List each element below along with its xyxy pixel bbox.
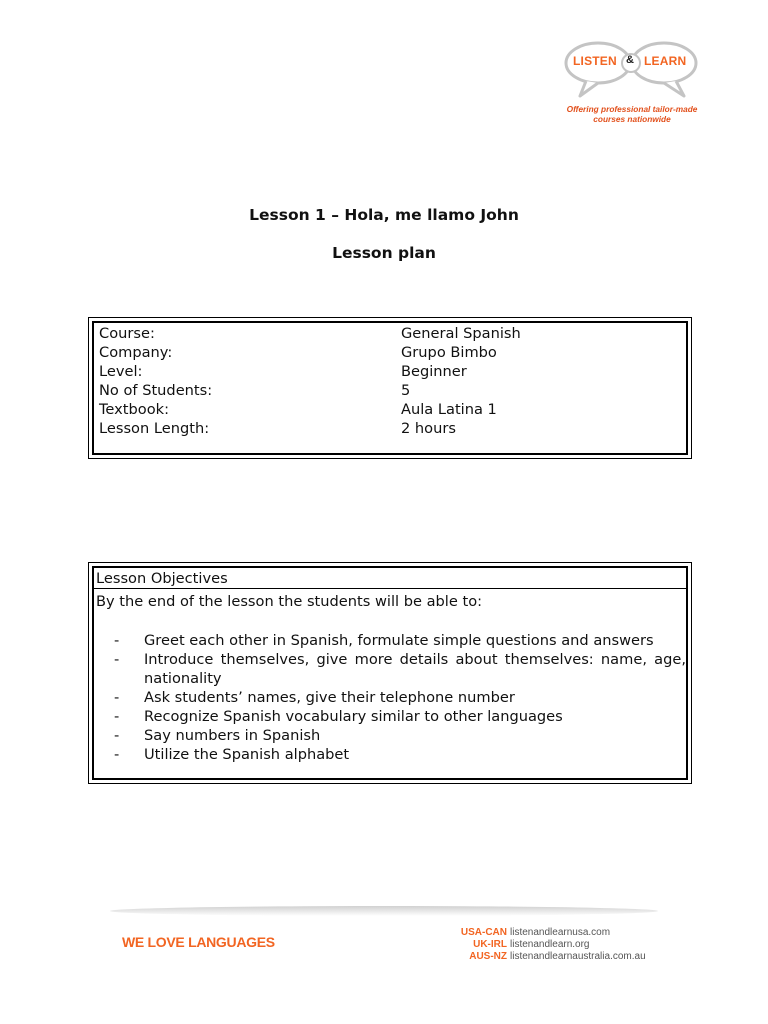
lesson-objectives-table xyxy=(88,562,692,784)
info-value: Aula Latina 1 xyxy=(401,401,497,418)
speech-bubbles-icon xyxy=(564,40,700,102)
objective-text: Recognize Spanish vocabulary similar to other languages xyxy=(144,708,563,725)
objectives-list xyxy=(114,631,686,764)
objective-item xyxy=(114,631,686,650)
site-region: AUS-NZ xyxy=(469,951,507,962)
course-info-table xyxy=(88,317,692,459)
logo-learn-text: LEARN xyxy=(644,54,687,68)
site-row-uk xyxy=(460,939,680,951)
objectives-header: Lesson Objectives xyxy=(94,568,686,589)
course-info-frame xyxy=(92,321,688,455)
objective-item xyxy=(114,707,686,726)
site-url[interactable]: listenandlearnaustralia.com.au xyxy=(510,951,646,962)
bullet-dash: - xyxy=(114,727,120,744)
lesson-title: Lesson 1 – Hola, me llamo John xyxy=(249,206,519,224)
info-label: No of Students: xyxy=(99,382,213,399)
lesson-subtitle: Lesson plan xyxy=(332,244,436,262)
site-region: USA-CAN xyxy=(460,927,507,938)
listen-and-learn-logo xyxy=(564,40,700,132)
footer-slogan xyxy=(122,934,275,950)
logo-tagline-line2: courses nationwide xyxy=(593,114,671,124)
objective-text: Introduce themselves, give more details about themselves: name, age, nationality xyxy=(144,651,686,687)
logo-tagline-line1: Offering professional tailor-made xyxy=(566,104,698,114)
objective-item xyxy=(114,745,686,764)
info-label: Company: xyxy=(99,344,173,361)
objective-item xyxy=(114,688,686,707)
info-label: Level: xyxy=(99,363,143,380)
bullet-dash: - xyxy=(114,708,120,725)
footer-divider xyxy=(110,906,658,916)
slogan-languages: LANGUAGES xyxy=(188,934,275,950)
logo-tagline xyxy=(564,104,700,124)
objective-text: Say numbers in Spanish xyxy=(144,727,321,744)
bullet-dash: - xyxy=(114,689,120,706)
bullet-dash: - xyxy=(114,746,120,763)
site-row-aus xyxy=(460,951,680,963)
objective-text: Ask students’ names, give their telephone number xyxy=(144,689,515,706)
info-value: 5 xyxy=(401,382,411,399)
info-value: General Spanish xyxy=(401,325,521,342)
footer-websites xyxy=(460,927,680,963)
info-label: Lesson Length: xyxy=(99,420,210,437)
info-value: 2 hours xyxy=(401,420,456,437)
site-url[interactable]: listenandlearnusa.com xyxy=(510,927,611,938)
objective-item xyxy=(114,650,686,688)
info-label: Textbook: xyxy=(99,401,170,418)
info-value: Beginner xyxy=(401,363,467,380)
objective-item xyxy=(114,726,686,745)
info-value: Grupo Bimbo xyxy=(401,344,497,361)
slogan-we-love: WE LOVE xyxy=(122,934,185,950)
bullet-dash: - xyxy=(114,632,120,649)
bullet-dash: - xyxy=(114,651,120,668)
objective-text: Utilize the Spanish alphabet xyxy=(144,746,350,763)
lesson-objectives-frame xyxy=(92,566,688,780)
info-label: Course: xyxy=(99,325,155,342)
objectives-intro: By the end of the lesson the students will be able to: xyxy=(96,593,483,610)
logo-listen-text: LISTEN xyxy=(573,54,617,68)
site-row-usa xyxy=(460,927,680,939)
site-url[interactable]: listenandlearn.org xyxy=(510,939,590,950)
site-region: UK-IRL xyxy=(473,939,507,950)
logo-ampersand: & xyxy=(626,54,634,66)
objective-text: Greet each other in Spanish, formulate simple questions and answers xyxy=(144,632,654,649)
